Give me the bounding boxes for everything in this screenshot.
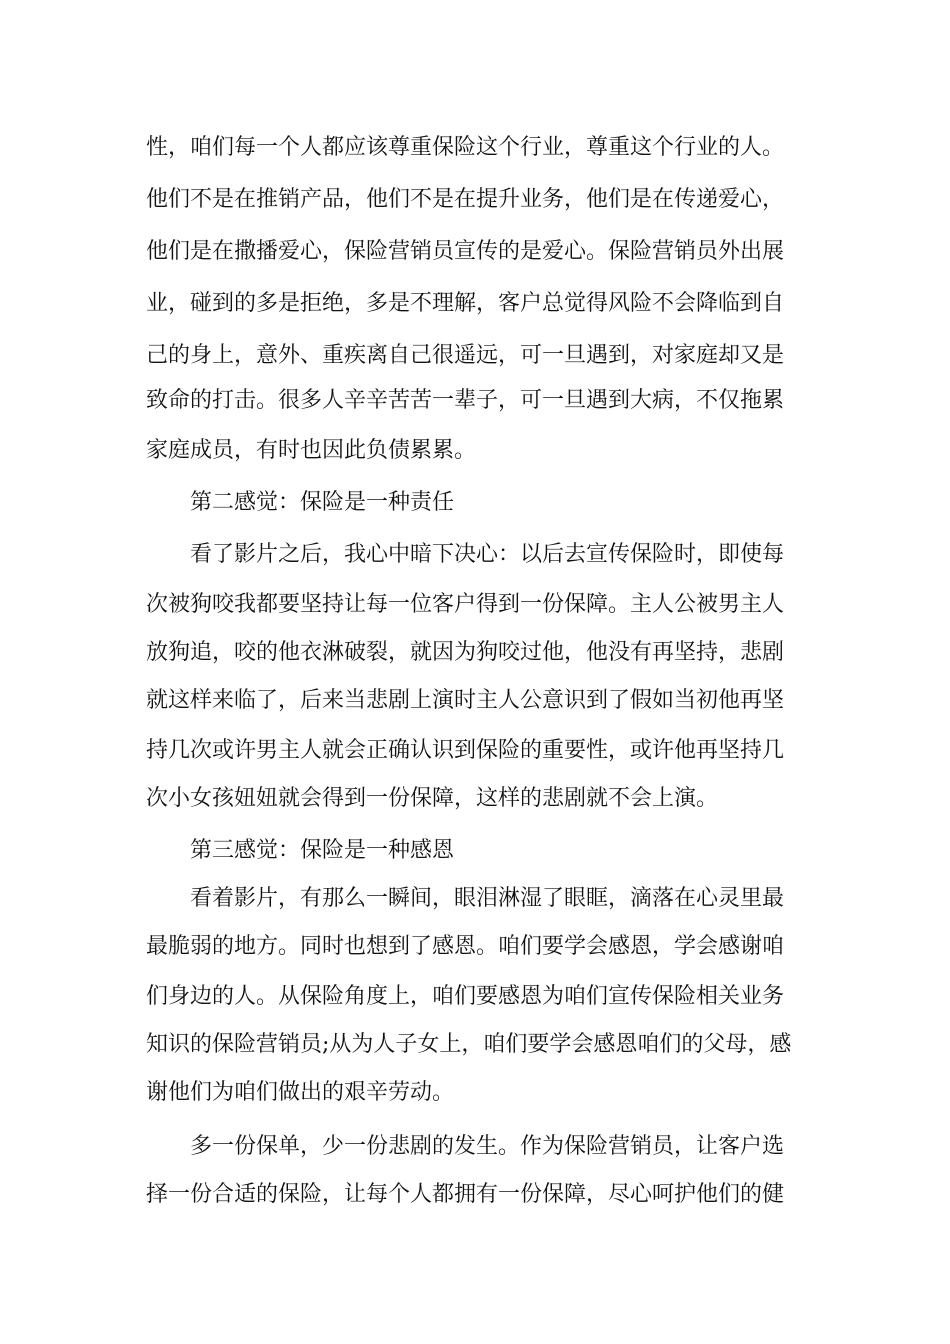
text-line: 次被狗咬我都要坚持让每一位客户得到一份保障。主人公被男主人 — [146, 592, 785, 617]
text-line: 择一份合适的保险，让每个人都拥有一份保障，尽心呵护他们的健 — [146, 1182, 785, 1207]
text-line: 看着影片，有那么一瞬间，眼泪淋湿了眼眶，滴落在心灵里最 — [190, 886, 785, 911]
text-line: 业，碰到的多是拒绝，多是不理解，客户总觉得风险不会降临到自 — [146, 291, 785, 316]
text-line: 看了影片之后，我心中暗下决心：以后去宣传保险时，即使每 — [190, 542, 785, 567]
text-line: 多一份保单，少一份悲剧的发生。作为保险营销员，让客户选 — [190, 1134, 785, 1159]
text-line: 他们不是在推销产品，他们不是在提升业务，他们是在传递爱心， — [146, 187, 785, 212]
text-line: 知识的保险营销员;从为人子女上，咱们要学会感恩咱们的父母，感 — [146, 1032, 792, 1057]
text-line: 次小女孩妞妞就会得到一份保障，这样的悲剧就不会上演。 — [146, 786, 719, 811]
text-line: 放狗追，咬的他衣淋破裂，就因为狗咬过他，他没有再坚持，悲剧 — [146, 640, 785, 665]
text-line: 己的身上，意外、重疾离自己很遥远，可一旦遇到，对家庭却又是 — [146, 343, 785, 368]
text-line: 谢他们为咱们做出的艰辛劳动。 — [146, 1080, 455, 1105]
text-line: 家庭成员，有时也因此负债累累。 — [146, 438, 477, 463]
text-line: 就这样来临了，后来当悲剧上演时主人公意识到了假如当初他再坚 — [146, 688, 785, 713]
text-line: 最脆弱的地方。同时也想到了感恩。咱们要学会感恩，学会感谢咱 — [146, 934, 785, 959]
text-line: 持几次或许男主人就会正确认识到保险的重要性，或许他再坚持几 — [146, 738, 785, 763]
text-line: 性，咱们每一个人都应该尊重保险这个行业，尊重这个行业的人。 — [146, 135, 785, 160]
section-heading: 第二感觉：保险是一种责任 — [190, 490, 455, 515]
section-heading: 第三感觉：保险是一种感恩 — [190, 838, 455, 863]
text-line: 致命的打击。很多人辛辛苦苦一辈子，可一旦遇到大病，不仅拖累 — [146, 388, 785, 413]
text-line: 他们是在撒播爱心，保险营销员宣传的是爱心。保险营销员外出展 — [146, 239, 785, 264]
text-line: 们身边的人。从保险角度上，咱们要感恩为咱们宣传保险相关业务 — [146, 984, 785, 1009]
